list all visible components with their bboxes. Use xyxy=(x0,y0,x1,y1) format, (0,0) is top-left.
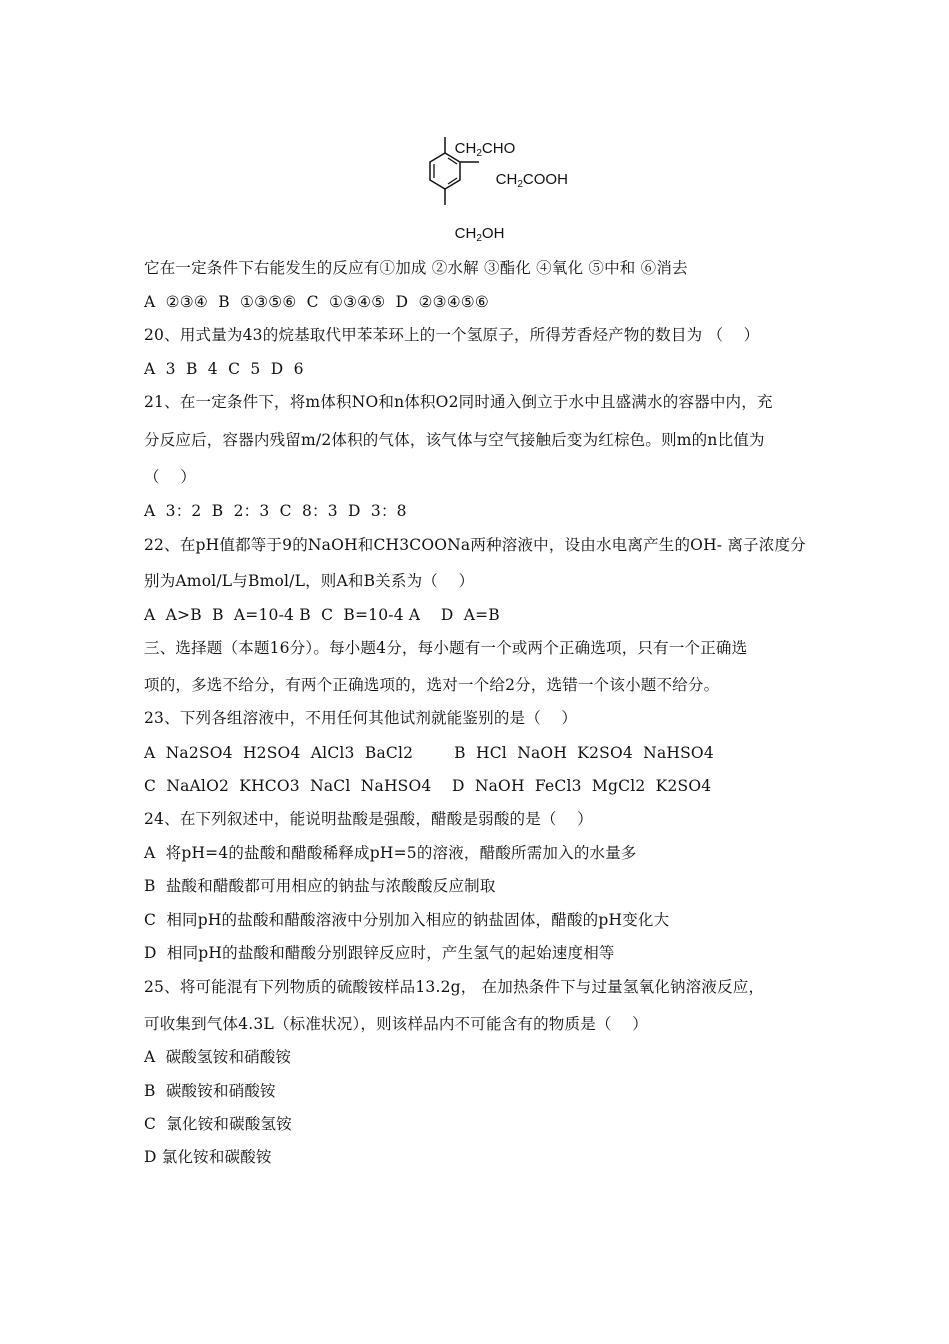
q23-stem: 23、下列各组溶液中，不用任何其他试剂就能鉴别的是（ ） xyxy=(144,709,578,727)
q25-option-b: B 碳酸铵和硝酸铵 xyxy=(144,1082,276,1100)
q25-option-a: A 碳酸氢铵和硝酸铵 xyxy=(144,1048,292,1066)
chemical-structure xyxy=(415,115,575,244)
q22-stem-line1: 22、在pH值都等于9的NaOH和CH3COONa两种溶液中，设由水电离产生的OH- 离子浓度分 xyxy=(144,536,806,554)
q22-stem-line2: 别为Amol/L与Bmol/L，则A和B关系为（ ） xyxy=(144,572,475,590)
q24-option-c: C 相同pH的盐酸和醋酸溶液中分别加入相应的钠盐固体，醋酸的pH变化大 xyxy=(144,911,670,929)
q21-stem-line2: 分反应后，容器内残留m/2体积的气体，该气体与空气接触后变为红棕色。则m的n比值为 xyxy=(144,431,765,449)
q25-stem-line2: 可收集到气体4.3L（标准状况），则该样品内不可能含有的物质是（ ） xyxy=(144,1015,648,1033)
q20-options: A 3 B 4 C 5 D 6 xyxy=(144,360,304,378)
right-substituent: $CH_2COOH$ xyxy=(495,171,568,190)
q22-options: A A>B B A=10-4 B C B=10-4 A D A=B xyxy=(144,606,500,624)
q19-options: A ②③④ B ①③⑤⑥ C ①③④⑤ D ②③④⑤⑥ xyxy=(144,293,489,311)
q24-option-d: D 相同pH的盐酸和醋酸分别跟锌反应时，产生氢气的起始速度相等 xyxy=(144,944,615,962)
q25-stem-line1: 25、将可能混有下列物质的硫酸铵样品13.2g， 在加热条件下与过量氢氧化钠溶液反应， xyxy=(144,978,765,996)
q20-stem: 20、用式量为43的烷基取代甲苯苯环上的一个氢原子，所得芳香烃产物的数目为 （ ） xyxy=(144,326,760,344)
q25-option-d: D 氯化铵和碳酸铵 xyxy=(144,1148,272,1166)
q24-option-a: A 将pH=4的盐酸和醋酸稀释成pH=5的溶液，醋酸所需加入的水量多 xyxy=(144,844,637,862)
q21-options: A 3：2 B 2：3 C 8：3 D 3：8 xyxy=(144,502,407,520)
bottom-substituent: $CH_2OH$ xyxy=(454,225,505,244)
q24-stem: 24、在下列叙述中，能说明盐酸是强酸，醋酸是弱酸的是（ ） xyxy=(144,810,593,828)
q24-option-b: B 盐酸和醋酸都可用相应的钠盐与浓酸酸反应制取 xyxy=(144,877,496,895)
q25-option-c: C 氯化铵和碳酸氢铵 xyxy=(144,1115,292,1133)
section-three-heading-line1: 三、选择题（本题16分）。每小题4分，每小题有一个或两个正确选项，只有一个正确选 xyxy=(144,639,748,657)
q21-stem-line3: （ ） xyxy=(144,468,196,486)
q19-stem: 它在一定条件下右能发生的反应有①加成 ②水解 ③酯化 ④氧化 ⑤中和 ⑥消去 xyxy=(144,259,688,277)
section-three-heading-line2: 项的，多选不给分，有两个正确选项的，选对一个给2分，选错一个该小题不给分。 xyxy=(144,676,720,694)
q23-options-ab: A Na2SO4 H2SO4 AlCl3 BaCl2 B HCl NaOH K2SO4 NaHSO4 xyxy=(144,744,714,762)
q23-options-cd: C NaAlO2 KHCO3 NaCl NaHSO4 D NaOH FeCl3 MgCl2 K2SO4 xyxy=(144,777,712,795)
q21-stem-line1: 21、在一定条件下，将m体积NO和n体积O2同时通入倒立于水中且盛满水的容器中内，充 xyxy=(144,393,773,411)
top-substituent: $CH_2CHO$ xyxy=(454,140,516,159)
